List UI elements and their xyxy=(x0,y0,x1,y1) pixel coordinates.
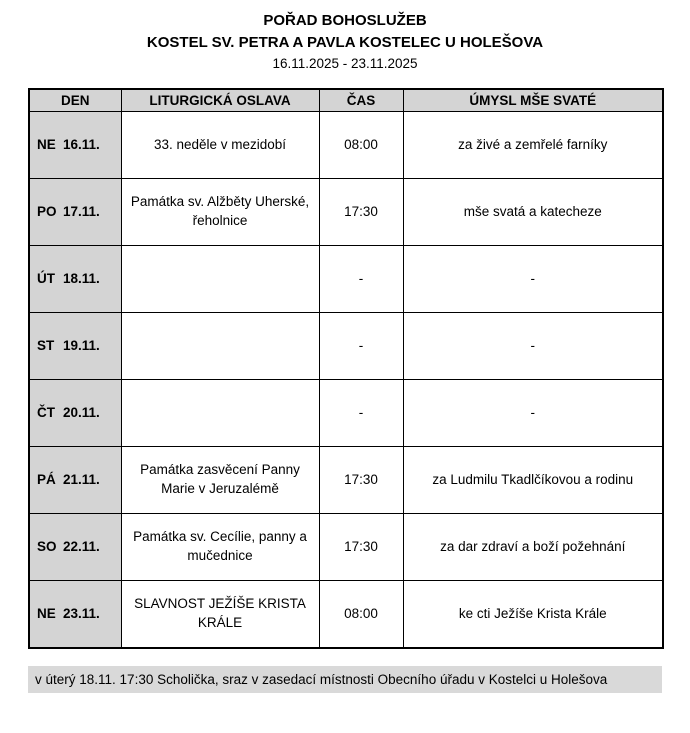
table-row xyxy=(29,313,663,380)
intention-cell: - xyxy=(403,380,663,447)
schedule-body xyxy=(29,112,663,648)
day-abbr: NE xyxy=(37,605,56,621)
time-cell: - xyxy=(319,380,403,447)
intention-cell: - xyxy=(403,246,663,313)
time-cell: 08:00 xyxy=(319,581,403,648)
time-cell: 17:30 xyxy=(319,447,403,514)
time-cell: - xyxy=(319,313,403,380)
intention-cell: mše svatá a katecheze xyxy=(403,179,663,246)
day-cell xyxy=(29,514,121,581)
day-cell xyxy=(29,112,121,179)
schedule-header xyxy=(29,89,663,112)
column-header-liturgicka-oslava: LITURGICKÁ OSLAVA xyxy=(121,89,319,112)
day-date: 20.11. xyxy=(63,404,100,420)
day-date: 21.11. xyxy=(63,471,100,487)
day-date: 19.11. xyxy=(63,337,100,353)
day-date: 18.11. xyxy=(63,270,100,286)
day-cell xyxy=(29,313,121,380)
date-range: 16.11.2025 - 23.11.2025 xyxy=(272,55,418,71)
intention-cell: - xyxy=(403,313,663,380)
day-abbr: ST xyxy=(37,337,55,353)
day-cell xyxy=(29,447,121,514)
celebration-cell: Památka sv. Cecílie, panny a mučednice xyxy=(121,514,319,581)
celebration-cell xyxy=(121,313,319,380)
day-abbr: ÚT xyxy=(37,270,55,286)
time-cell: - xyxy=(319,246,403,313)
page-title: POŘAD BOHOSLUŽEB xyxy=(263,12,427,29)
celebration-cell xyxy=(121,380,319,447)
intention-cell: ke cti Ježíše Krista Krále xyxy=(403,581,663,648)
footer-note: v úterý 18.11. 17:30 Scholička, sraz v zasedací místnosti Obecního úřadu v Kostelci u Holešova xyxy=(28,666,662,694)
table-row xyxy=(29,246,663,313)
day-abbr: PO xyxy=(37,203,57,219)
intention-cell: za živé a zemřelé farníky xyxy=(403,112,663,179)
time-cell: 17:30 xyxy=(319,514,403,581)
day-abbr: ČT xyxy=(37,404,55,420)
celebration-cell: SLAVNOST JEŽÍŠE KRISTA KRÁLE xyxy=(121,581,319,648)
table-row xyxy=(29,514,663,581)
day-date: 23.11. xyxy=(63,605,100,621)
day-date: 17.11. xyxy=(63,203,100,219)
table-row xyxy=(29,447,663,514)
table-row xyxy=(29,380,663,447)
day-abbr: PÁ xyxy=(37,471,56,487)
header-row xyxy=(29,89,663,112)
day-abbr: NE xyxy=(37,136,56,152)
celebration-cell xyxy=(121,246,319,313)
schedule-table xyxy=(28,88,664,649)
page-subtitle: KOSTEL SV. PETRA A PAVLA KOSTELEC U HOLEŠOVA xyxy=(146,33,544,51)
table-row xyxy=(29,581,663,648)
column-header-umysl: ÚMYSL MŠE SVATÉ xyxy=(403,89,663,112)
day-cell xyxy=(29,246,121,313)
day-date: 22.11. xyxy=(63,538,100,554)
column-header-cas: ČAS xyxy=(319,89,403,112)
time-cell: 08:00 xyxy=(319,112,403,179)
day-cell xyxy=(29,581,121,648)
title-block xyxy=(28,10,662,74)
intention-cell: za Ludmilu Tkadlčíkovou a rodinu xyxy=(403,447,663,514)
time-cell: 17:30 xyxy=(319,179,403,246)
celebration-cell: 33. neděle v mezidobí xyxy=(121,112,319,179)
celebration-cell: Památka sv. Alžběty Uherské, řeholnice xyxy=(121,179,319,246)
intention-cell: za dar zdraví a boží požehnání xyxy=(403,514,663,581)
day-cell xyxy=(29,179,121,246)
day-cell xyxy=(29,380,121,447)
day-abbr: SO xyxy=(37,538,57,554)
table-row xyxy=(29,179,663,246)
celebration-cell: Památka zasvěcení Panny Marie v Jeruzalémě xyxy=(121,447,319,514)
table-row xyxy=(29,112,663,179)
day-date: 16.11. xyxy=(63,136,100,152)
column-header-den: DEN xyxy=(29,89,121,112)
